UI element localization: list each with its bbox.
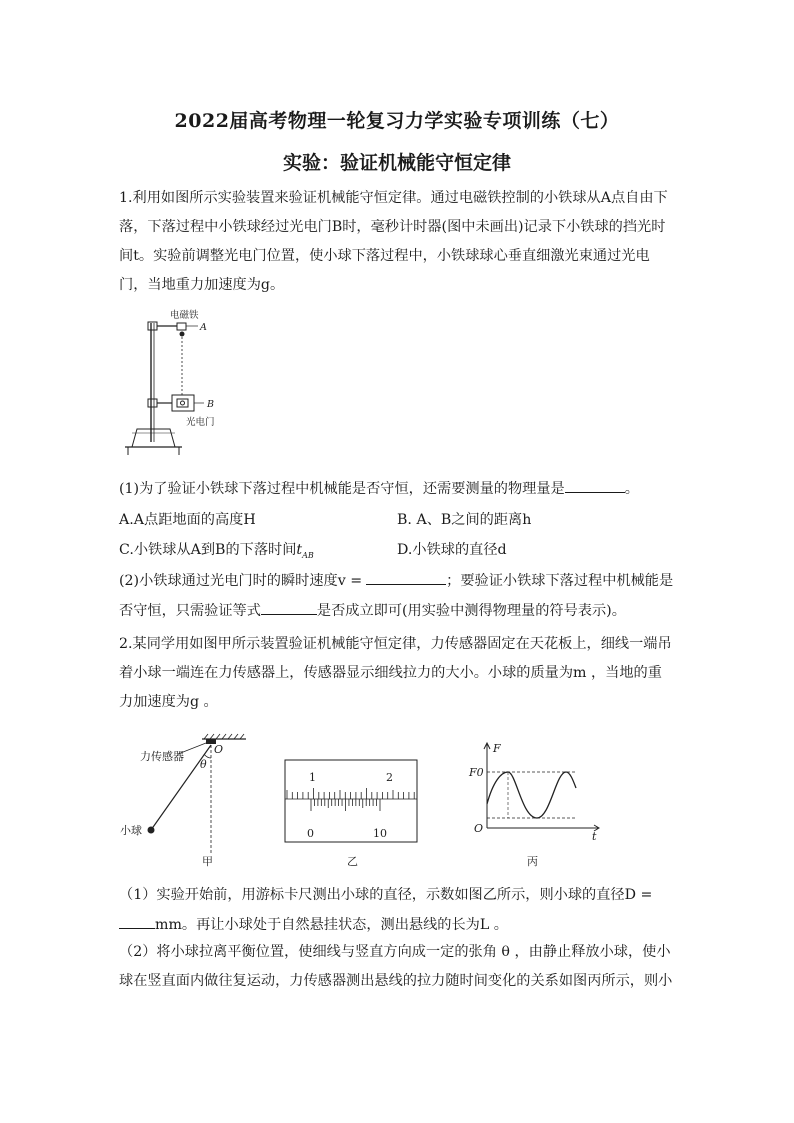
document-subtitle: 实验：验证机械能守恒定律 [282,152,511,174]
label-main-2: 2 [386,771,393,784]
label-force-sensor: 力传感器 [140,750,184,763]
caption-bing: 丙 [527,855,538,868]
q2-sub1-text-b: mm。再让小球处于自然悬挂状态，测出悬线的长为L 。 [155,917,508,933]
label-axis-t: t [592,830,597,843]
label-angle-theta: θ [200,758,207,771]
caption-yi: 乙 [347,855,358,868]
label-main-1: 1 [309,771,316,784]
q1-option-c [119,539,314,560]
label-peak-f0: F0 [469,766,484,779]
caption-jia: 甲 [202,855,213,868]
q1-sub1-answer-blank[interactable] [565,478,625,493]
q2-sub1-line2 [119,914,508,934]
q1-option-c-sub: AB [302,550,314,560]
q1-option-a: A.A点距地面的高度H [119,512,256,528]
q2-figure-jia [120,733,270,868]
q1-apparatus-figure [120,305,230,470]
q1-option-d: D.小铁球的直径d [397,542,507,558]
q2-figure-bing [466,738,601,870]
q1-sub2-text-c: 否守恒，只需验证等式 [119,603,261,619]
label-origin: O [474,822,484,835]
q1-sub2-line2 [119,600,626,620]
q1-sub2-line1 [119,570,673,590]
q1-option-c-var: t [296,542,303,558]
label-axis-f: F [493,742,501,755]
q2-sub1-line1: （1）实验开始前，用游标卡尺测出小球的直径，示数如图乙所示，则小球的直径D = [119,887,653,903]
document-title: 2022届高考物理一轮复习力学实验专项训练（七） [174,110,620,132]
q1-sub2-text-d: 是否成立即可(用实验中测得物理量的符号表示)。 [316,603,626,619]
label-ball: 小球 [120,824,142,837]
q2-diameter-blank[interactable] [119,914,155,929]
label-magnet: 电磁铁 [170,310,199,321]
q1-sub2-text-b: ；要验证小铁球下落过程中机械能是 [446,573,674,589]
q1-sub2-text-a: (2)小铁球通过光电门时的瞬时速度v = [119,573,363,589]
q2-sub2: （2）将小球拉离平衡位置，使细线与竖直方向成一定的张角 θ ，由静止释放小球，使小球在竖直面内做往复运动，力传感器测出悬线的拉力随时间变化的关系如图丙所示，则小 [119,944,673,989]
q1-sub1 [119,478,639,498]
label-vernier-10: 10 [373,827,387,840]
q1-option-b: B. A、B之间的距离h [397,512,532,528]
label-point-a: A [200,322,207,333]
q1-sub1-end: 。 [624,481,639,497]
q1-equation-blank[interactable] [261,600,317,615]
q2-figure-yi [284,758,424,870]
q1-stem: 1.利用如图所示实验装置来验证机械能守恒定律。通过电磁铁控制的小铁球从A点自由下落，下落过程中小铁球经过光电门B时，毫秒计时器(图中未画出)记录下小铁球的挡光时间t。实验前调整光电门位置，使小球下落过程中，小铁球球心垂直细激光束通过光电门，当地重力加速度为g。 [119,190,668,293]
label-vernier-0: 0 [307,827,314,840]
q2-stem: 2.某同学用如图甲所示装置验证机械能守恒定律，力传感器固定在天花板上，细线一端吊着小球一端连在力传感器上，传感器显示细线拉力的大小。小球的质量为m ，当地的重力加速度为g 。 [119,636,672,710]
q1-sub1-text: (1)为了验证小铁球下落过程中机械能是否守恒，还需要测量的物理量是 [119,481,565,497]
q1-option-c-text: C.小铁球从A到B的下落时间 [119,542,297,558]
q1-velocity-blank[interactable] [366,570,446,585]
label-pivot-o: O [214,743,224,756]
label-point-b: B [207,399,214,410]
label-photogate: 光电门 [186,417,215,428]
